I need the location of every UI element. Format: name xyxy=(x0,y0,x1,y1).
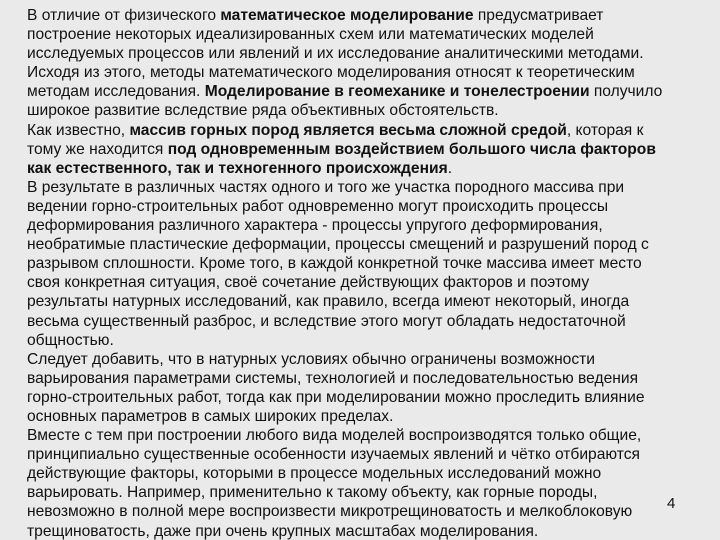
text-line xyxy=(27,6,697,25)
text-line xyxy=(27,25,697,44)
text-line xyxy=(27,464,697,483)
text-segment: предусматривает xyxy=(473,7,604,24)
text-segment: общностью. xyxy=(27,331,114,349)
text-line xyxy=(27,44,697,63)
text-segment: Исходя из этого, методы математического моделирования относят к теоретическим xyxy=(27,64,635,82)
text-segment: варьировать. Например, применительно к такому объекту, как горные породы, xyxy=(27,484,598,502)
text-line xyxy=(27,350,697,369)
text-segment: Как известно, xyxy=(27,121,130,139)
text-line xyxy=(27,82,697,101)
bold-text-segment: под одновременным воздействием большого числа факторов xyxy=(167,140,656,158)
text-segment: деформирования различного характера - процессы упругого деформирования, xyxy=(27,217,603,235)
text-line xyxy=(27,178,697,197)
text-line xyxy=(27,216,697,235)
text-segment: разрывом сплошности. Кроме того, в каждой конкретной точке массива имеет место xyxy=(27,255,642,273)
text-segment: , которая к xyxy=(566,121,644,139)
text-segment: получило xyxy=(589,83,663,101)
bold-text-segment: как естественного, так и техногенного происхождения xyxy=(27,159,448,177)
text-segment: своя конкретная ситуация, своё сочетание действующих факторов и поэтому xyxy=(27,274,590,292)
text-segment: весьма существенный разброс, и вследствие этого могут обладать недостаточной xyxy=(27,312,626,330)
text-line xyxy=(27,426,697,445)
text-line xyxy=(27,522,697,540)
text-line xyxy=(27,331,697,350)
page-number: 4 xyxy=(667,495,676,512)
text-line xyxy=(27,63,697,82)
text-line xyxy=(27,445,697,464)
text-line xyxy=(27,159,697,178)
text-line xyxy=(27,407,697,426)
text-line xyxy=(27,369,697,388)
text-segment: горно-строительных работ, тогда как при моделировании можно проследить влияние xyxy=(27,388,645,406)
bold-text-segment: массив горных пород является весьма сложной средой xyxy=(129,121,567,139)
text-line xyxy=(27,197,697,216)
bold-text-segment: Моделирование в геомеханике и тонелестроении xyxy=(204,83,590,101)
text-line xyxy=(27,140,697,159)
text-segment: ведении горно-строительных работ одновременно могут происходить процессы xyxy=(27,197,609,215)
text-segment: трещиноватость, даже при очень крупных масштабах моделирования. xyxy=(27,522,539,540)
text-line xyxy=(27,312,697,331)
text-segment: невозможно в полной мере воспроизвести микротрещиноватость и мелкоблоковую xyxy=(27,503,633,521)
text-segment: принципиально существенные особенности изучаемых явлений и чётко отбираются xyxy=(27,446,640,464)
text-segment: необратимые пластические деформации, процессы смещений и разрушений пород с xyxy=(27,236,649,254)
text-line xyxy=(27,101,697,120)
text-segment: действующие факторы, которыми в процессе модельных исследований можно xyxy=(27,465,602,483)
text-line xyxy=(27,273,697,292)
text-segment: В отличие от физического xyxy=(27,7,221,24)
text-segment: Вместе с тем при построении любого вида моделей воспроизводятся только общие, xyxy=(27,427,642,445)
text-segment: В результате в различных частях одного и того же участка породного массива при xyxy=(27,178,625,196)
text-segment: исследуемых процессов или явлений и их исследование аналитическими методами. xyxy=(27,45,644,63)
text-segment: тому же находится xyxy=(27,140,168,158)
text-line xyxy=(27,235,697,254)
body-text xyxy=(27,6,697,540)
text-segment: Следует добавить, что в натурных условиях обычно ограничены возможности xyxy=(27,350,595,368)
text-segment: результаты натурных исследований, как правило, всегда имеют некоторый, иногда xyxy=(27,293,630,311)
text-line xyxy=(27,292,697,311)
text-line xyxy=(27,483,697,502)
text-segment: широкое развитие вследствие ряда объективных обстоятельств. xyxy=(27,102,499,120)
text-segment: . xyxy=(447,159,453,177)
text-line xyxy=(27,121,697,140)
text-segment: основных параметров в самых широких пределах. xyxy=(27,407,394,425)
text-segment: методам исследования. xyxy=(27,83,205,101)
text-line xyxy=(27,254,697,273)
text-line xyxy=(27,388,697,407)
text-segment: варьирования параметрами системы, технологией и последовательностью ведения xyxy=(27,369,639,387)
text-line xyxy=(27,502,697,521)
bold-text-segment: математическое моделирование xyxy=(220,7,474,24)
text-segment: построение некоторых идеализированных схем или математических моделей xyxy=(27,26,594,44)
